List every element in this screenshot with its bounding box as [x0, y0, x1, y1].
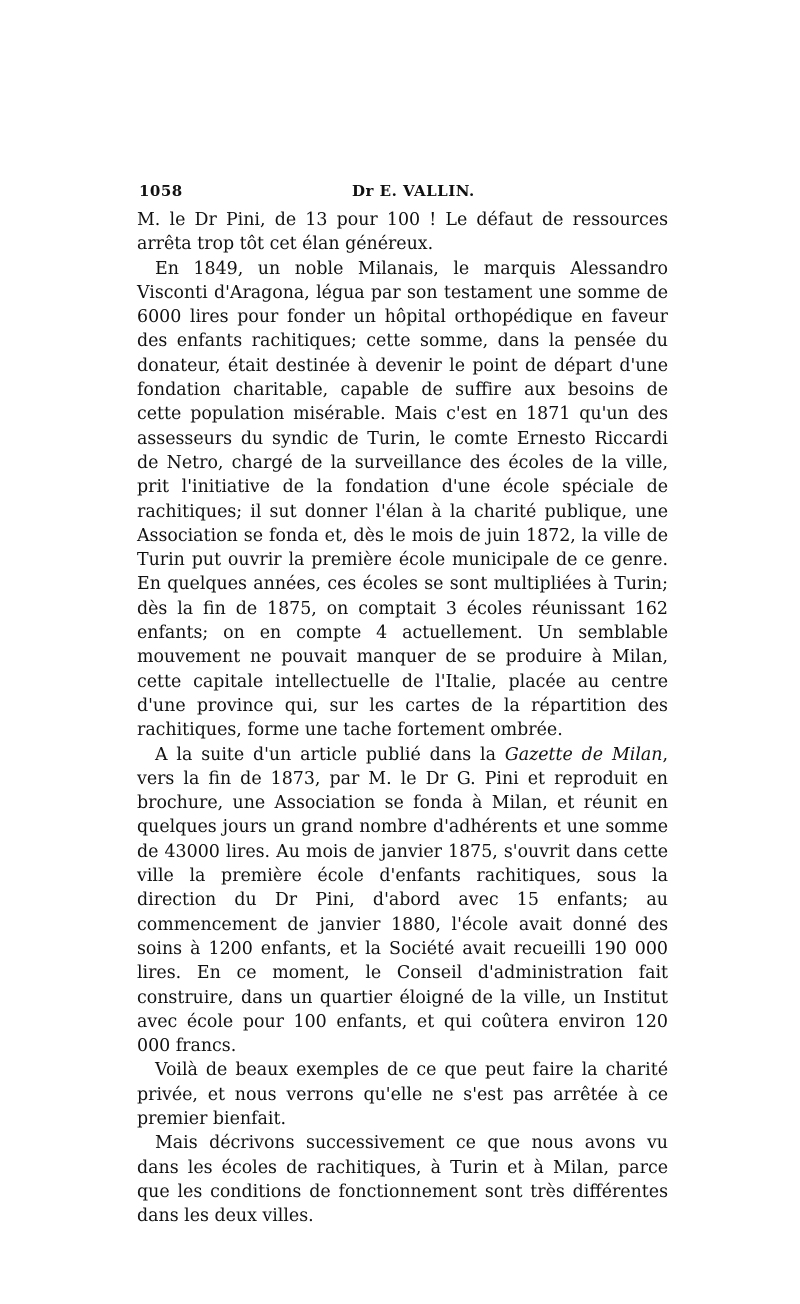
- paragraph-5: Mais décrivons successivement ce que nous avons vu dans les écoles de rachitiques, à Turin et à Milan, parce que les conditions de fonctionnement sont très différentes dans les deux villes.: [137, 1133, 668, 1227]
- paragraph-4: Voilà de beaux exemples de ce que peut faire la charité privée, et nous verrons qu'elle ne s'est pas arrêtée à ce premier bienfait.: [137, 1060, 668, 1129]
- journal-title: Gazette de Milan: [504, 744, 663, 765]
- page-number: 1058: [139, 182, 183, 200]
- body-text: [137, 208, 668, 1228]
- page-header: [137, 182, 668, 208]
- paragraph-3-rest: , vers la fin de 1873, par M. le Dr G. Pini et reproduit en brochure, une Association se fonda à Milan, et réunit en quelques jours un grand nombre d'adhérents et une somme de 43000 lires. Au mois de janvier 1875, s'ouvrit dans cette ville la première école d'enfants rachitiques, sous la direction du Dr Pini, d'abord avec 15 enfants; au commencement de janvier 1880, l'école avait donné des soins à 1200 enfants, et la Société avait recueilli 190 000 lires. En ce moment, le Conseil d'administration fait construire, dans un quartier éloigné de la ville, un Institut avec école pour 100 enfants, et qui coûtera environ 120 000 francs.: [137, 744, 668, 1057]
- book-page: [137, 182, 668, 1228]
- paragraph-1: M. le Dr Pini, de 13 pour 100 ! Le défaut de ressources arrêta trop tôt cet élan généreux.: [137, 210, 668, 255]
- paragraph-2: En 1849, un noble Milanais, le marquis Alessandro Visconti d'Aragona, légua par son testament une somme de 6000 lires pour fonder un hôpital orthopédique en faveur des enfants rachitiques; cette somme, dans la pensée du donateur, était destinée à devenir le point de départ d'une fondation charitable, capable de suffire aux besoins de cette population misérable. Mais c'est en 1871 qu'un des assesseurs du syndic de Turin, le comte Ernesto Riccardi de Netro, chargé de la surveillance des écoles de la ville, prit l'initiative de la fondation d'une école spéciale de rachitiques; il sut donner l'élan à la charité publique, une Association se fonda et, dès le mois de juin 1872, la ville de Turin put ouvrir la première école municipale de ce genre. En quelques années, ces écoles se sont multipliées à Turin; dès la fin de 1875, on comptait 3 écoles réunissant 162 enfants; on en compte 4 actuellement. Un semblable mouvement ne pouvait manquer de se produire à Milan, cette capitale intellectuelle de l'Italie, placée au centre d'une province qui, sur les cartes de la répartition des rachitiques, forme une tache fortement ombrée.: [137, 258, 668, 741]
- paragraph-3: [137, 743, 668, 1059]
- running-title: Dr E. VALLIN.: [352, 182, 475, 200]
- paragraph-3-start: A la suite d'un article publié dans la: [155, 744, 505, 765]
